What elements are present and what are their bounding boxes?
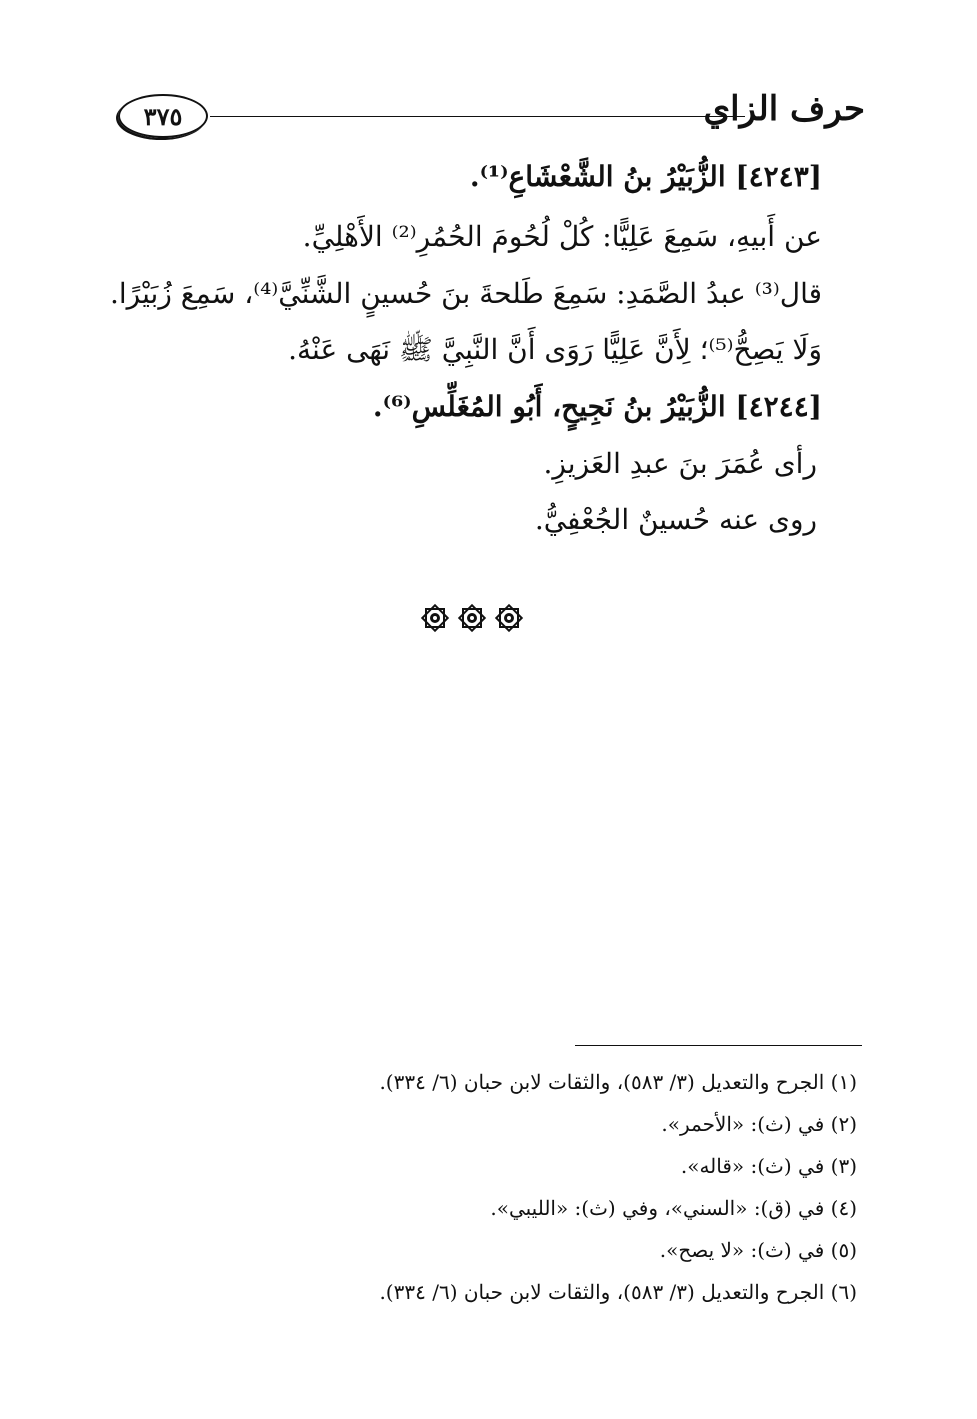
page-number-badge — [118, 94, 208, 138]
entry-heading-4243: [٤٢٤٣] الزُّبَيْرُ بنُ الشَّعْشَاعِ⁽¹⁾. — [469, 160, 822, 193]
header-rule — [210, 116, 745, 117]
footnote-5: (٥) في (ث): «لا يصح». — [659, 1238, 857, 1262]
footnote-1: (١) الجرح والتعديل (٣/ ٥٨٣)، والثقات لابن حبان (٦/ ٣٣٤). — [379, 1070, 857, 1094]
entry-heading-4244: [٤٢٤٤] الزُّبَيْرُ بنُ نَجِيحٍ، أَبُو المُغَلِّسِ⁽⁶⁾. — [372, 390, 822, 423]
entry-text-line: عن أَبيهِ، سَمِعَ عَلِيًّا: كُلْ لُحُومَ الحُمُرِ⁽²⁾ الأَهْلِيِّ. — [302, 220, 822, 253]
chapter-title: حرف الزاي — [703, 89, 865, 129]
footnote-6: (٦) الجرح والتعديل (٣/ ٥٨٣)، والثقات لابن حبان (٦/ ٣٣٤). — [379, 1280, 857, 1304]
entry-text-line: قال⁽³⁾ عبدُ الصَّمَدِ: سَمِعَ طَلحةَ بنَ حُسينٍ الشَّنِّيَّ⁽⁴⁾، سَمِعَ زُبَيْرًا. — [109, 277, 822, 310]
section-ornament — [420, 600, 524, 636]
page-number: ٣٧٥ — [143, 101, 183, 131]
footnote-rule — [575, 1045, 862, 1046]
eight-point-star-icon — [494, 603, 524, 633]
footnote-3: (٣) في (ث): «قاله». — [680, 1154, 857, 1178]
footnote-2: (٢) في (ث): «الأحمر». — [661, 1112, 857, 1136]
entry-text-line: وَلَا يَصِحُّ⁽⁵⁾؛ لِأَنَّ عَلِيًّا رَوَى أَنَّ النَّبِيَّ ﷺ نَهَى عَنْهُ. — [288, 333, 822, 366]
footnote-4: (٤) في (ق): «السني»، وفي (ث): «الليبي». — [490, 1196, 857, 1220]
entry-text-line: رأى عُمَرَ بنَ عبدِ العَزيزِ. — [543, 447, 817, 480]
eight-point-star-icon — [457, 603, 487, 633]
entry-text-line: روى عنه حُسينٌ الجُعْفِيُّ. — [534, 503, 817, 536]
eight-point-star-icon — [420, 603, 450, 633]
